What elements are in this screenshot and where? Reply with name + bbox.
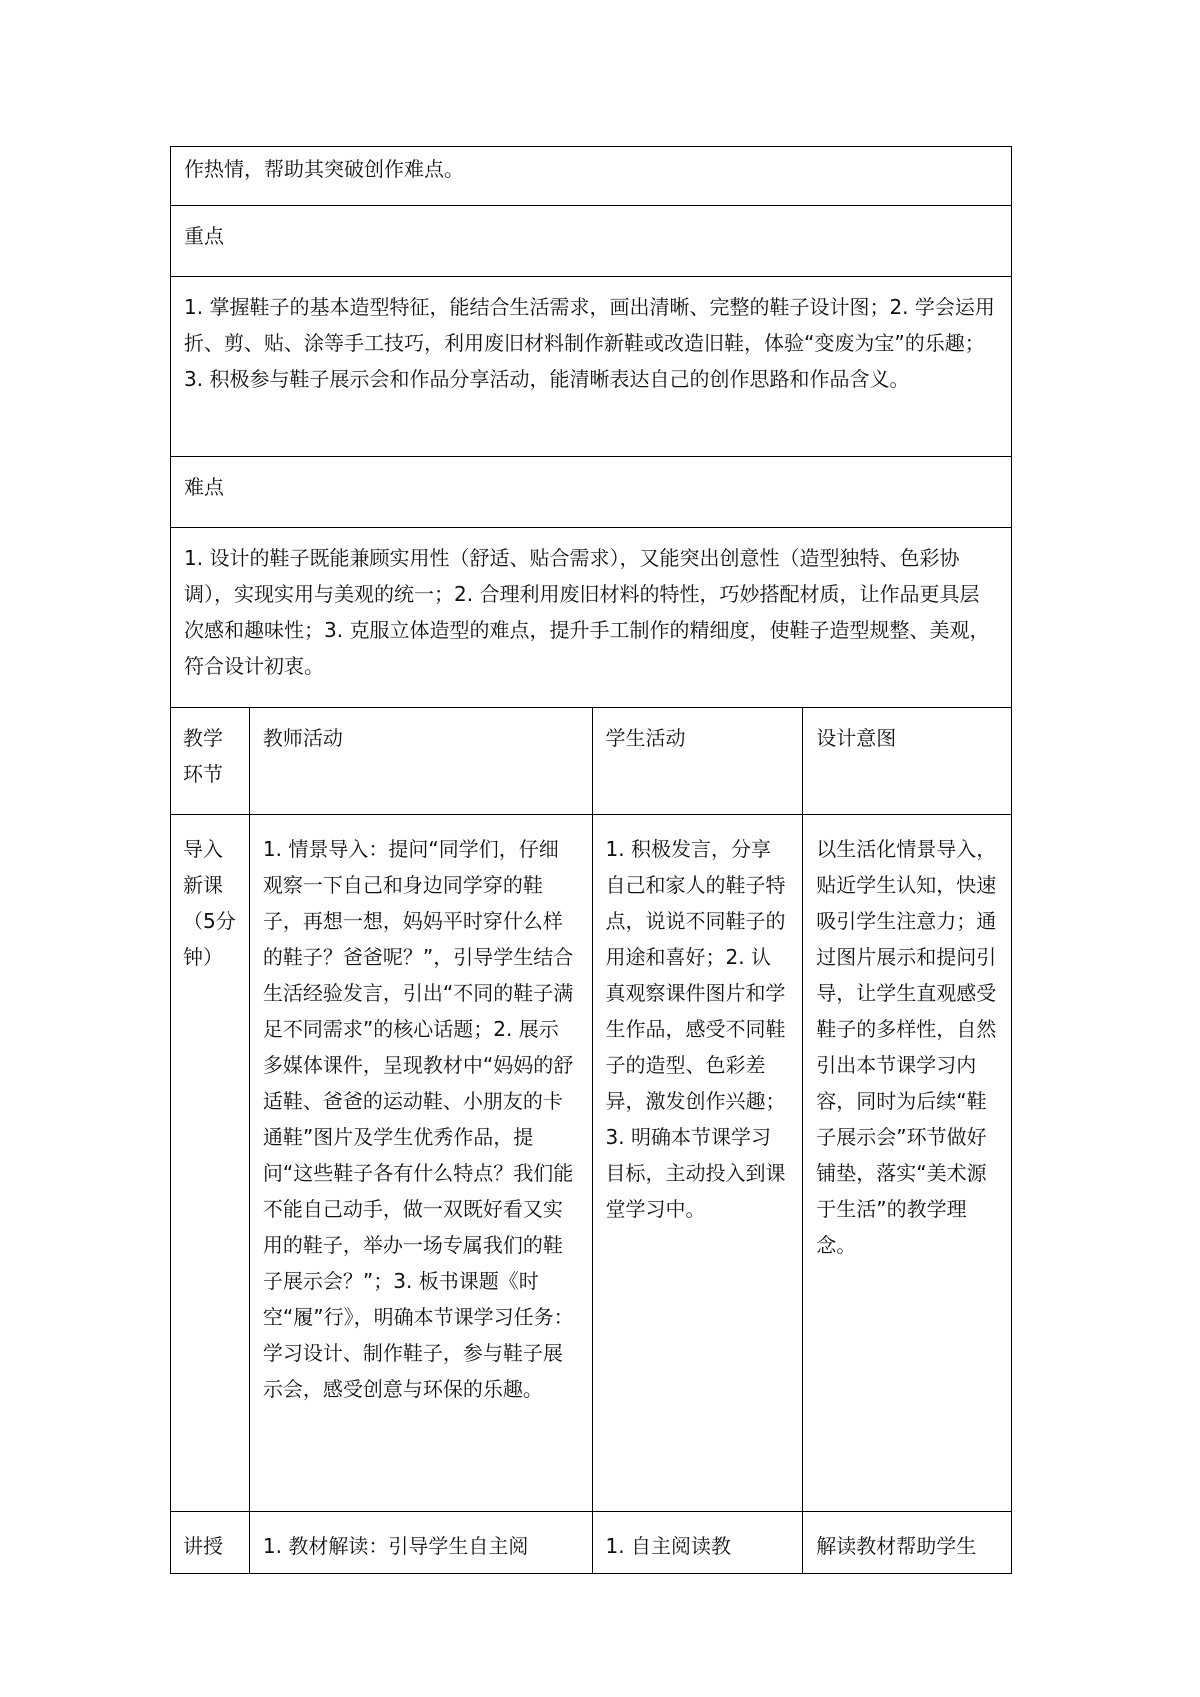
student-activity-cell: 1. 自主阅读教 bbox=[593, 1512, 804, 1573]
teacher-activity-cell: 1. 教材解读：引导学生自主阅 bbox=[250, 1512, 593, 1573]
teacher-activity-cell: 1. 情景导入：提问“同学们，仔细观察一下自己和身边同学穿的鞋子，再想一想，妈妈平时穿什么样的鞋子？爸爸呢？”，引导学生结合生活经验发言，引出“不同的鞋子满足不同需求”的核心话题；2. 展示多媒体课件，呈现教材中“妈妈的舒适鞋、爸爸的运动鞋、小朋友的卡通鞋”图片及学生优秀作品，提问“这些鞋子各有什么特点？我们能不能自己动手，做一双既好看又实用的鞋子，举办一场专属我们的鞋子展示会？”；3. 板书课题《时空“履”行》，明确本节课学习任务：学习设计、制作鞋子，参与鞋子展示会，感受创意与环保的乐趣。 bbox=[250, 815, 593, 1511]
header-design-intent: 设计意图 bbox=[803, 708, 1012, 814]
header-stage: 教学环节 bbox=[171, 708, 250, 814]
design-intent-cell: 以生活化情景导入，贴近学生认知，快速吸引学生注意力；通过图片展示和提问引导，让学生直观感受鞋子的多样性，自然引出本节课学习内容，同时为后续“鞋子展示会”环节做好铺垫，落实“美术源于生活”的教学理念。 bbox=[803, 815, 1012, 1511]
design-intent-cell: 解读教材帮助学生 bbox=[803, 1512, 1012, 1573]
stage-cell: 导入新课（5分钟） bbox=[171, 815, 250, 1511]
key-points-title: 重点 bbox=[171, 206, 1012, 276]
header-teacher-activity: 教师活动 bbox=[250, 708, 593, 814]
difficulties-body: 1. 设计的鞋子既能兼顾实用性（舒适、贴合需求），又能突出创意性（造型独特、色彩协调），实现实用与美观的统一；2. 合理利用废旧材料的特性，巧妙搭配材质，让作品更具层次感和趣味性；3. 克服立体造型的难点，提升手工制作的精细度，使鞋子造型规整、美观，符合设计初衷。 bbox=[171, 528, 1012, 707]
key-points-body: 1. 掌握鞋子的基本造型特征，能结合生活需求，画出清晰、完整的鞋子设计图；2. 学会运用折、剪、贴、涂等手工技巧，利用废旧材料制作新鞋或改造旧鞋，体验“变废为宝”的乐趣；3. 积极参与鞋子展示会和作品分享活动，能清晰表达自己的创作思路和作品含义。 bbox=[171, 277, 1012, 456]
table-row bbox=[171, 1512, 1012, 1574]
table-row bbox=[171, 147, 1012, 206]
header-student-activity: 学生活动 bbox=[593, 708, 804, 814]
table-row bbox=[171, 457, 1012, 528]
table-row bbox=[171, 528, 1012, 708]
table-row bbox=[171, 206, 1012, 277]
continuation-text: 作热情，帮助其突破创作难点。 bbox=[171, 147, 1012, 205]
student-activity-cell: 1. 积极发言，分享自己和家人的鞋子特点，说说不同鞋子的用途和喜好；2. 认真观察课件图片和学生作品，感受不同鞋子的造型、色彩差异，激发创作兴趣；3. 明确本节课学习目标，主动投入到课堂学习中。 bbox=[593, 815, 804, 1511]
stage-cell: 讲授 bbox=[171, 1512, 250, 1573]
table-row bbox=[171, 815, 1012, 1512]
lesson-plan-table bbox=[170, 146, 1012, 1574]
difficulties-title: 难点 bbox=[171, 457, 1012, 527]
table-header-row bbox=[171, 708, 1012, 815]
table-row bbox=[171, 277, 1012, 457]
